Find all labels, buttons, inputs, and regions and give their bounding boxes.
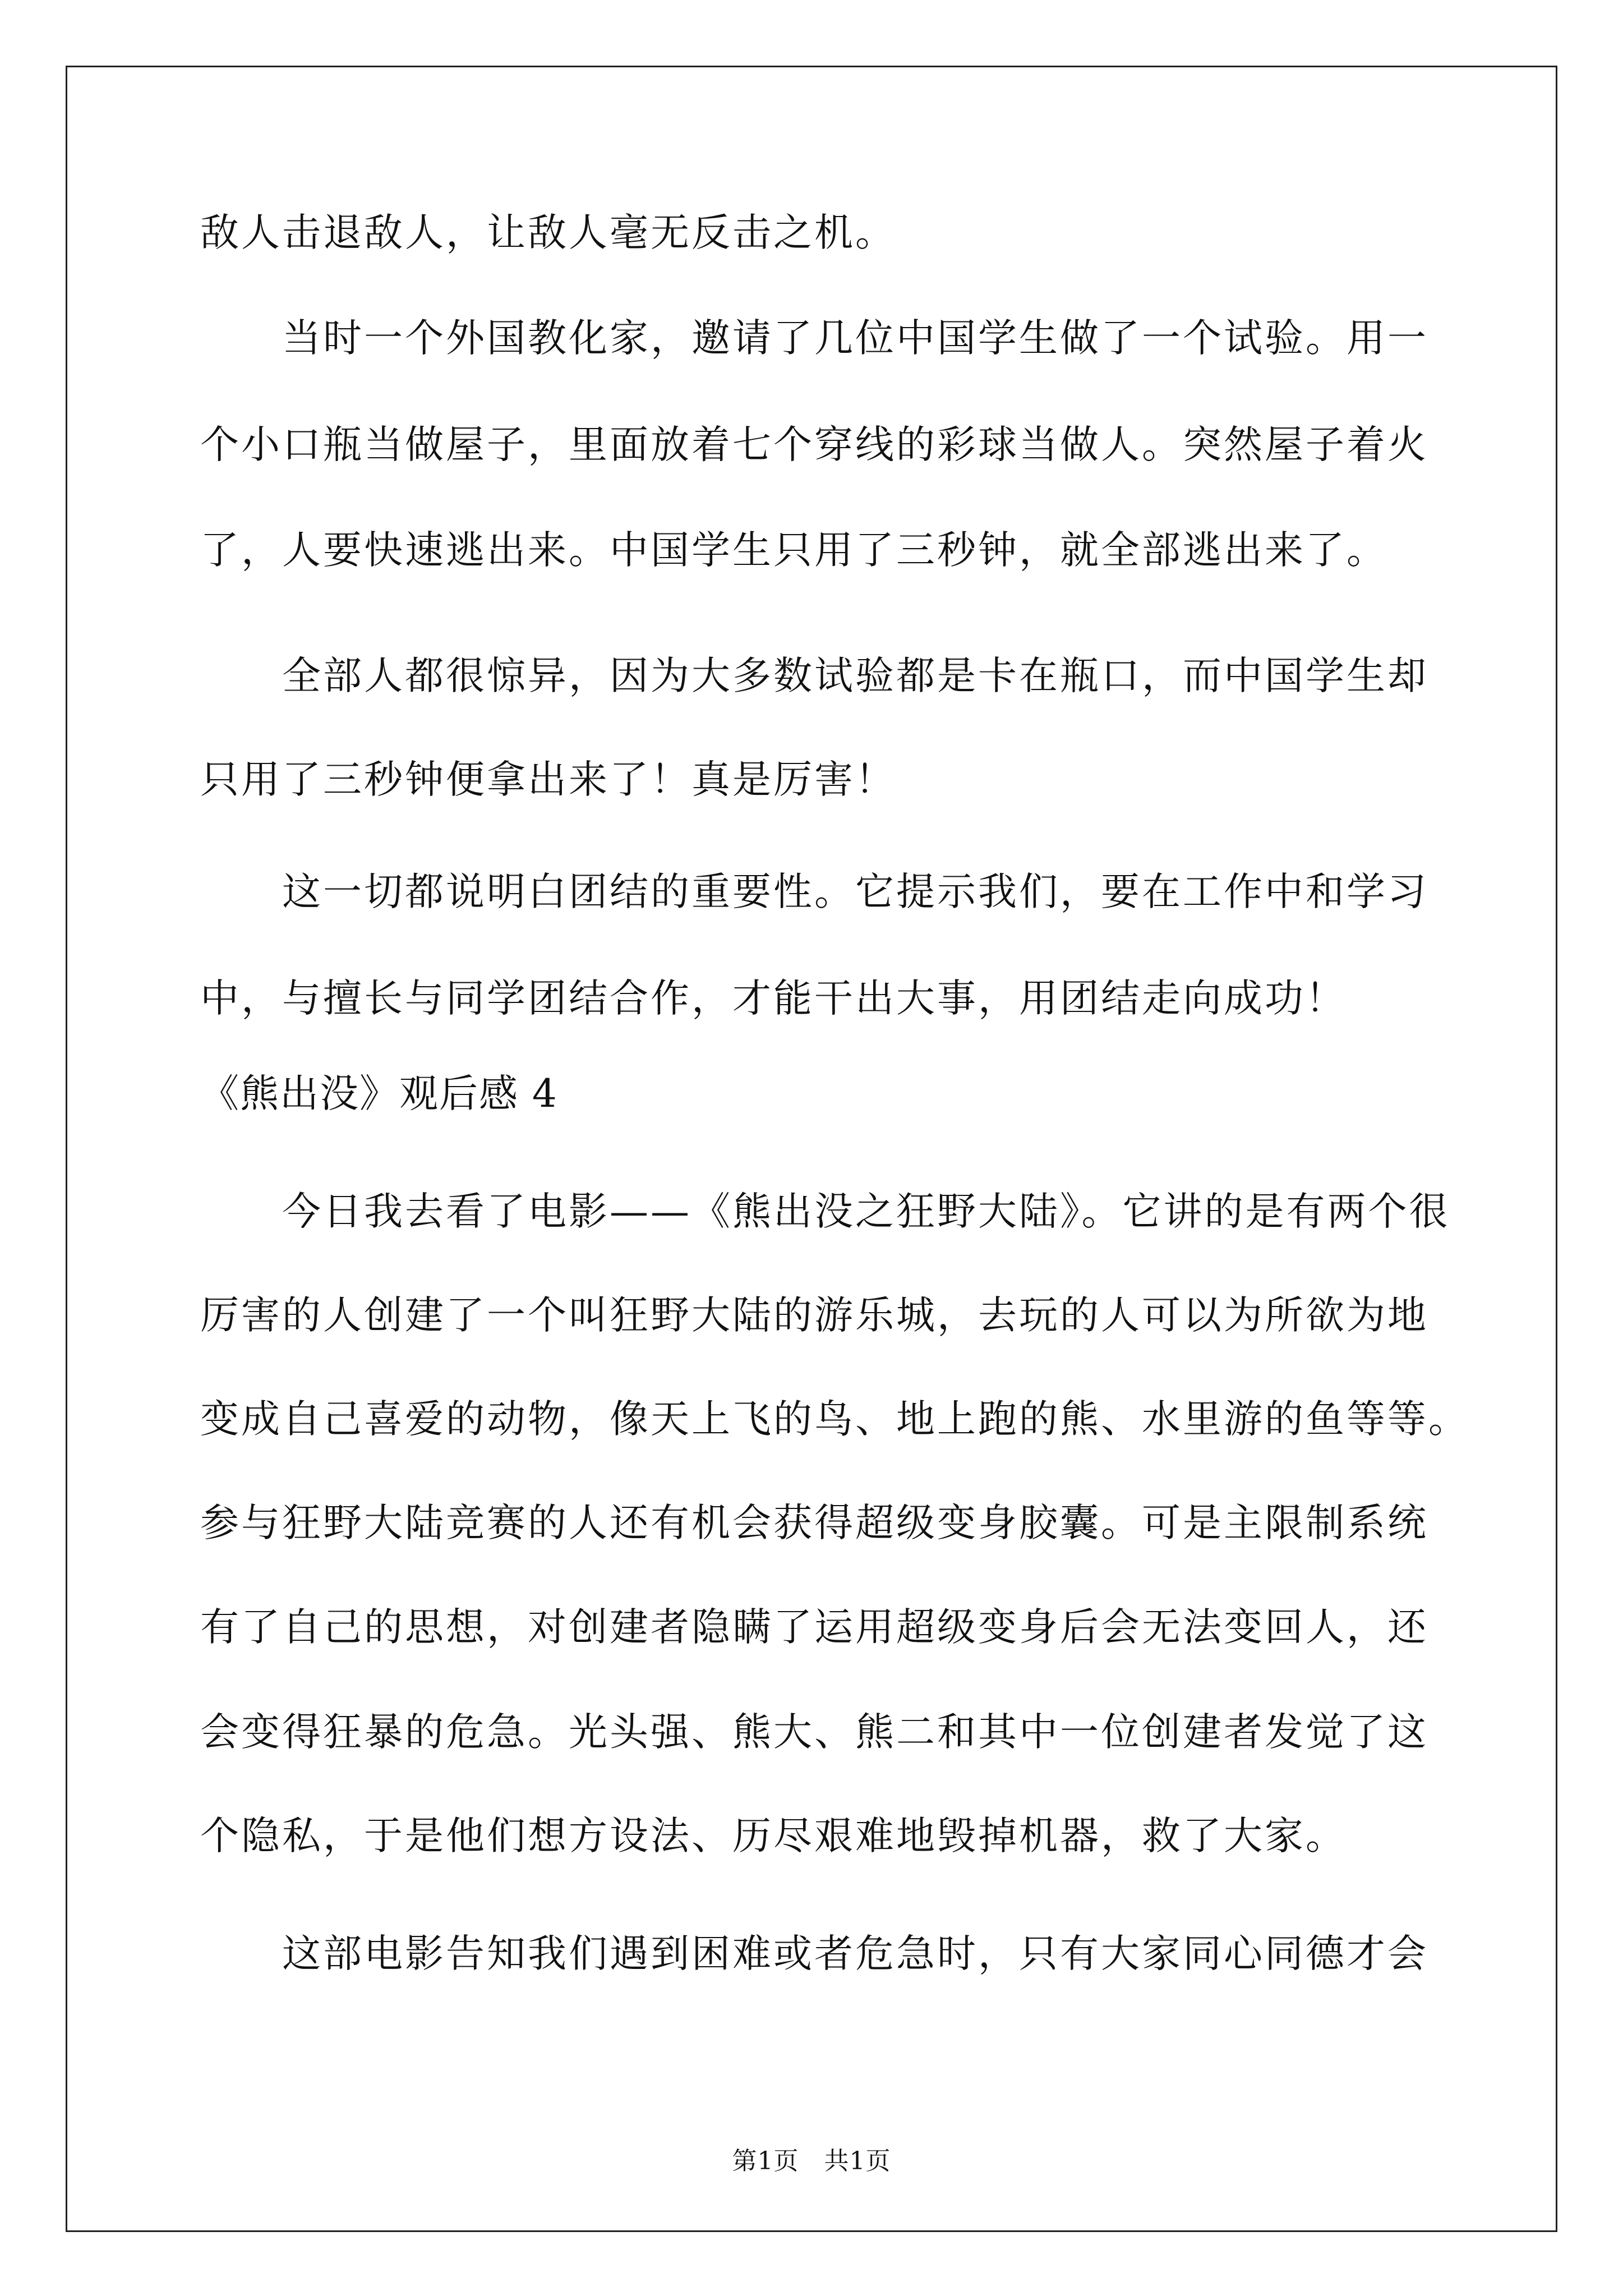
text-line-16: 个隐私，于是他们想方设法、历尽艰难地毁掉机器，救了大家。 <box>200 1814 1347 1858</box>
text-line-6: 只用了三秒钟便拿出来了！真是厉害！ <box>200 757 896 802</box>
paragraph-line-7: 这一切都说明白团结的重要性。它提示我们，要在工作中和学习 <box>282 869 1428 914</box>
text-line-12: 变成自己喜爱的动物，像天上飞的鸟、地上跑的熊、水里游的鱼等等。 <box>200 1397 1469 1442</box>
text-line-8: 中，与擅长与同学团结合作，才能干出大事，用团结走向成功！ <box>200 976 1347 1021</box>
paragraph-line-2: 当时一个外国教化家，邀请了几位中国学生做了一个试验。用一 <box>282 316 1428 361</box>
text-line-15: 会变得狂暴的危急。光头强、熊大、熊二和其中一位创建者发觉了这 <box>200 1710 1428 1755</box>
paragraph-line-5: 全部人都很惊异，因为大多数试验都是卡在瓶口，而中国学生却 <box>282 654 1428 698</box>
text-line-13: 参与狂野大陆竞赛的人还有机会获得超级变身胶囊。可是主限制系统 <box>200 1501 1428 1545</box>
section-title: 《熊出没》观后感 4 <box>200 1071 558 1116</box>
paragraph-line-17: 这部电影告知我们遇到困难或者危急时，只有大家同心同德才会 <box>282 1931 1428 1976</box>
text-line-4: 了，人要快速逃出来。中国学生只用了三秒钟，就全部逃出来了。 <box>200 528 1387 573</box>
text-line-1: 敌人击退敌人，让敌人毫无反击之机。 <box>200 210 896 255</box>
page-frame <box>66 66 1557 2232</box>
page-number: 第1页 共1页 <box>732 2147 891 2175</box>
paragraph-line-10: 今日我去看了电影——《熊出没之狂野大陆》。它讲的是有两个很 <box>282 1189 1450 1234</box>
text-line-14: 有了自己的思想，对创建者隐瞒了运用超级变身后会无法变回人，还 <box>200 1605 1428 1650</box>
text-line-3: 个小口瓶当做屋子，里面放着七个穿线的彩球当做人。突然屋子着火 <box>200 422 1428 467</box>
text-line-11: 厉害的人创建了一个叫狂野大陆的游乐城，去玩的人可以为所欲为地 <box>200 1293 1428 1338</box>
